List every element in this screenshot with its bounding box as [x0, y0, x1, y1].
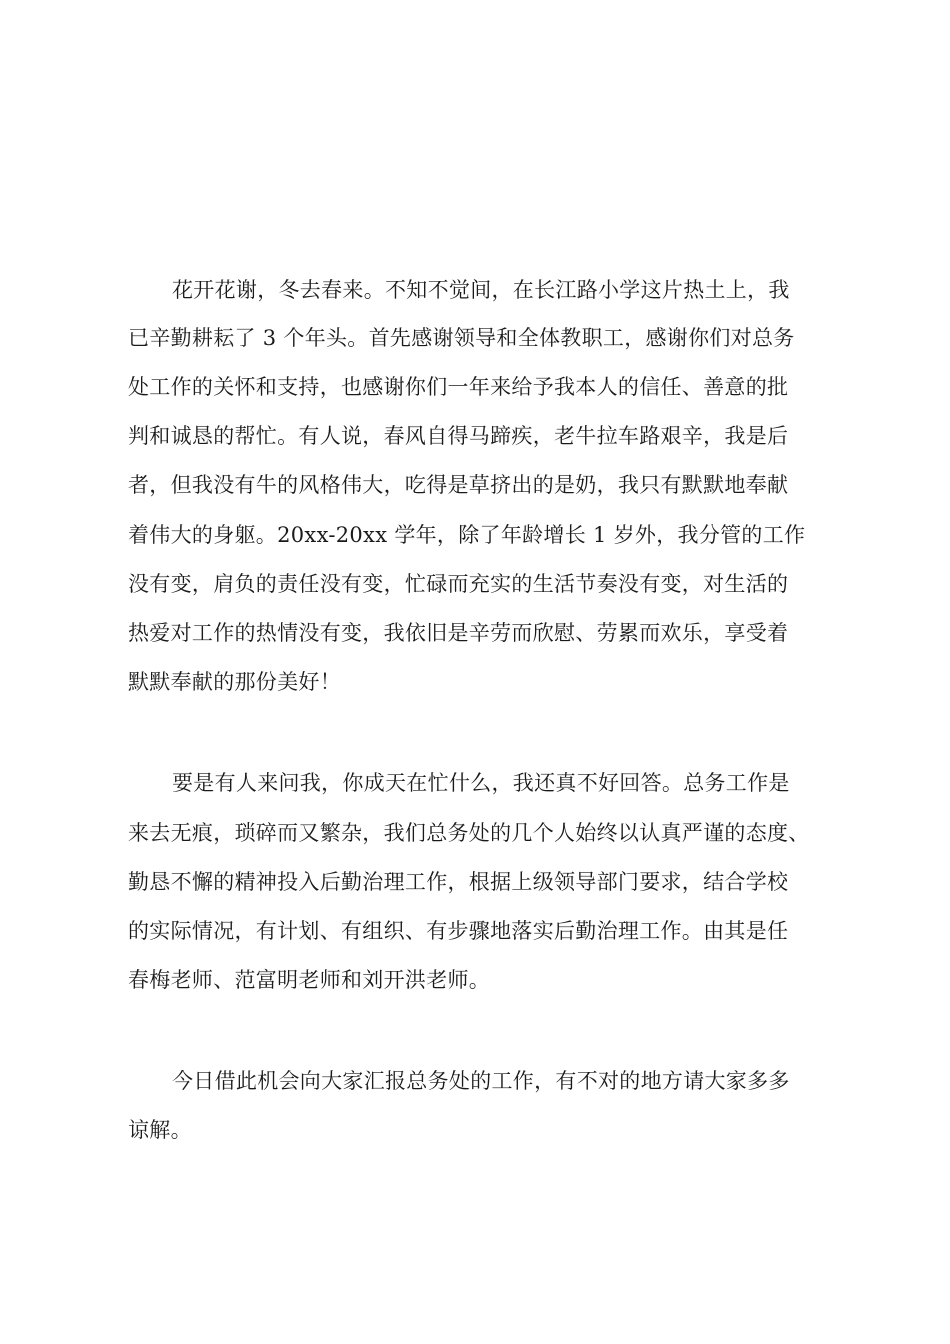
paragraph-1-line-8: 热爱对工作的热情没有变，我依旧是辛劳而欣慰、劳累而欢乐，享受着: [128, 621, 789, 645]
paragraph-2-line-1: 要是有人来问我，你成天在忙什么，我还真不好回答。总务工作是: [172, 771, 790, 795]
paragraph-2-line-4: 的实际情况，有计划、有组织、有步骤地落实后勤治理工作。由其是任: [128, 919, 789, 943]
paragraph-3-line-2: 谅解。: [128, 1118, 192, 1142]
paragraph-1-line-2: 已辛勤耕耘了 3 个年头。首先感谢领导和全体教职工，感谢你们对总务: [128, 326, 795, 350]
paragraph-1-line-4: 判和诚恳的帮忙。有人说，春风自得马蹄疾，老牛拉车路艰辛，我是后: [128, 424, 789, 448]
paragraph-1-line-5: 者，但我没有牛的风格伟大，吃得是草挤出的是奶，我只有默默地奉献: [128, 473, 789, 497]
paragraph-3-line-1: 今日借此机会向大家汇报总务处的工作，有不对的地方请大家多多: [172, 1069, 790, 1093]
paragraph-1-line-6: 着伟大的身躯。20xx-20xx 学年，除了年龄增长 1 岁外，我分管的工作: [128, 523, 806, 547]
paragraph-2-line-5: 春梅老师、范富明老师和刘开洪老师。: [128, 968, 491, 992]
paragraph-1-line-1: 花开花谢，冬去春来。不知不觉间，在长江路小学这片热土上，我: [172, 278, 790, 302]
paragraph-1-line-3: 处工作的关怀和支持，也感谢你们一年来给予我本人的信任、善意的批: [128, 375, 789, 399]
paragraph-1-line-7: 没有变，肩负的责任没有变，忙碌而充实的生活节奏没有变，对生活的: [128, 572, 789, 596]
paragraph-2-line-2: 来去无痕，琐碎而又繁杂，我们总务处的几个人始终以认真严谨的态度、: [128, 821, 810, 845]
paragraph-2-line-3: 勤恳不懈的精神投入后勤治理工作，根据上级领导部门要求，结合学校: [128, 870, 789, 894]
paragraph-1-line-9: 默默奉献的那份美好！: [128, 670, 341, 694]
